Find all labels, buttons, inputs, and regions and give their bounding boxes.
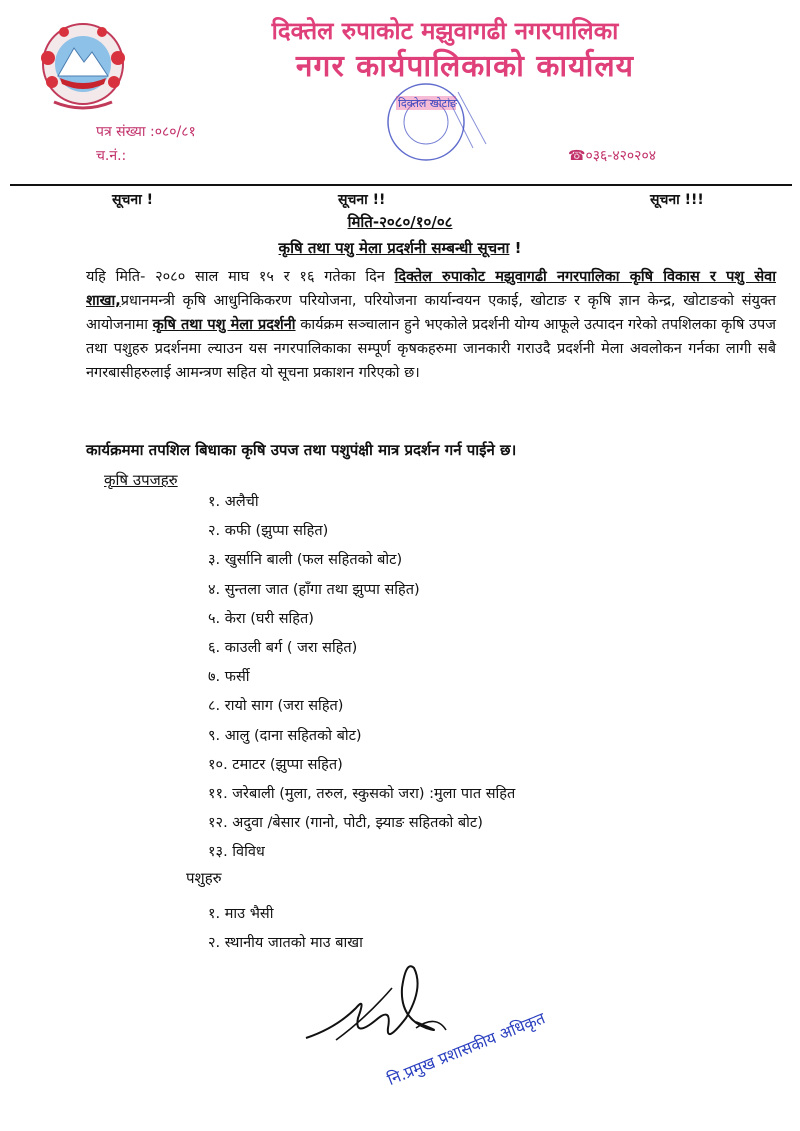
crops-heading: कृषि उपजहरु — [104, 471, 178, 489]
list-item: १०. टमाटर (झुप्पा सहित) — [208, 756, 343, 773]
stamp-text: दिक्तेल खोटाङ — [398, 97, 458, 110]
animals-list — [208, 900, 363, 958]
list-item: ३. खुर्सानि बाली (फल सहितको बोट) — [208, 552, 403, 569]
notice-label-2: सूचना !! — [338, 192, 386, 208]
list-item: १३. विविध — [208, 844, 265, 861]
list-item: ५. केरा (घरी सहित) — [208, 610, 314, 627]
notice-label-1: सूचना ! — [112, 192, 154, 208]
notice-label-3: सूचना !!! — [650, 192, 704, 208]
signatory-title: नि.प्रमुख प्रशासकीय अधिकृत — [384, 1008, 548, 1090]
body-text-a: यहि मिति- २०८० साल माघ १५ र १६ गतेका दिन — [86, 269, 395, 285]
list-item: २. कफी (झुप्पा सहित) — [208, 523, 329, 540]
list-item: ९. आलु (दाना सहितको बोट) — [208, 727, 362, 744]
organizer-highlight: दिक्तेल रुपाकोट मझुवागढी नगरपालिका कृषि विकास र पशु सेवा शाखा, — [86, 269, 776, 309]
municipality-name: दिक्तेल रुपाकोट मझुवागढी नगरपालिका — [271, 17, 619, 45]
list-item: १. अलैची — [208, 494, 259, 510]
crops-list — [208, 488, 515, 867]
notice-date: मिति-२०८०/१०/०८ — [347, 213, 453, 231]
notice-subject — [0, 238, 800, 258]
exhibition-rule: कार्यक्रममा तपशिल बिधाका कृषि उपज तथा पशुपंक्षी मात्र प्रदर्शन गर्न पाईने छ। — [86, 441, 517, 459]
list-item: ११. जरेबाली (मुला, तरुल, स्कुसको जरा) :मुला पात सहित — [208, 785, 516, 802]
animals-heading: पशुहरु — [186, 869, 222, 887]
office-stamp — [378, 78, 498, 168]
list-item: ८. रायो साग (जरा सहित) — [208, 698, 344, 715]
list-item: १२. अदुवा /बेसार (गानो, पोटी, झ्याङ सहितको बोट) — [208, 815, 483, 832]
header-divider — [10, 184, 792, 186]
list-item: ७. फर्सी — [208, 669, 250, 686]
phone-number: ☎०३६-४२०२०४ — [568, 148, 657, 164]
office-name: नगर कार्यपालिकाको कार्यालय — [295, 49, 635, 84]
notice-body — [86, 265, 776, 385]
event-highlight: कृषि तथा पशु मेला प्रदर्शनी — [152, 317, 296, 333]
body-text-b: प्रधानमन्त्री कृषि आधुनिकिकरण परियोजना, परियोजना कार्यान्वयन एकाई, खोटाङ र कृषि ज्ञान केन्द्र, खोटाङको संयुक्त आयोजनामा — [86, 293, 776, 333]
list-item: ६. काउली बर्ग ( जरा सहित) — [208, 639, 358, 656]
dispatch-number: च.नं.: — [96, 148, 127, 164]
subject-suffix: ! — [509, 239, 522, 257]
subject-text: कृषि तथा पशु मेला प्रदर्शनी सम्बन्धी सूचना — [278, 239, 510, 257]
letter-number: पत्र संख्या :०८०/८१ — [96, 124, 196, 140]
list-item: ४. सुन्तला जात (हाँगा तथा झुप्पा सहित) — [208, 581, 420, 598]
list-item: २. स्थानीय जातको माउ बाखा — [208, 935, 363, 951]
body-text-c: कार्यक्रम सञ्चालान हुने भएकोले प्रदर्शनी योग्य आफूले उत्पादन गरेको तपशिलका कृषि उपज तथा पशुहरु प्रदर्शनमा ल्याउन यस नगरपालिकाका सम्पूर्ण कृषकहरुमा जानकारी गराउदै प्रदर्शनी मेला अवलोकन गर्नका लागी सबै नगरबासीहरुलाई आमन्त्रण सहित यो सूचना प्रकाशन गरिएको छ। — [86, 317, 776, 381]
list-item: १. माउ भैसी — [208, 906, 274, 922]
